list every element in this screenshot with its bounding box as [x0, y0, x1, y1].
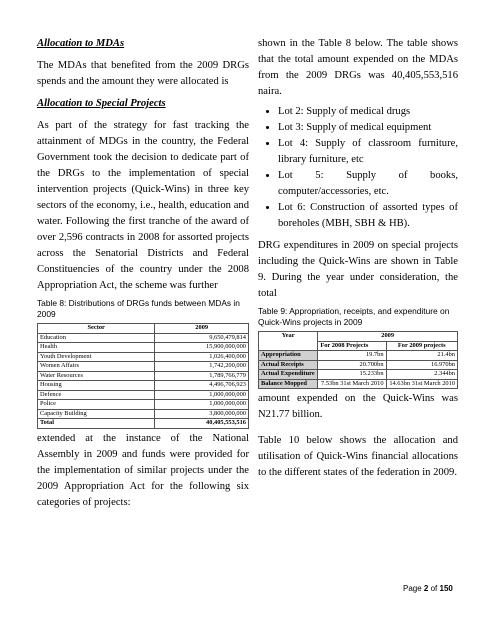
table8-total-label: Total — [38, 419, 155, 429]
page-of: of — [430, 584, 438, 593]
paragraph-table8-reference: shown in the Table 8 below. The table shows that the total amount expended on the MDAs from the 2009 DRGs was 40,405,553,516 naira. — [258, 38, 458, 97]
project-lots-list — [258, 104, 458, 232]
table-row — [38, 343, 249, 353]
table8-amount-cell: 4,496,706,923 — [155, 381, 249, 391]
table8-sector-cell: Water Resources — [38, 371, 155, 381]
table9-row-label: Balance Mopped — [259, 379, 318, 389]
table8-sector-cell: Education — [38, 333, 155, 343]
table-row — [38, 333, 249, 343]
table-row — [259, 360, 458, 370]
table9-row-label: Actual Receipts — [259, 360, 318, 370]
table9-subheader-2008-projects: For 2008 Projects — [318, 341, 386, 351]
table9-value-cell: 7.53bn 31st March 2010 — [318, 379, 386, 389]
table8-sector-cell: Capacity Building — [38, 409, 155, 419]
table8-total-row — [38, 419, 249, 429]
paragraph-quick-wins-extension: extended at the instance of the National Assembly in 2009 and funds were provided for the implementation of similar projects under the 2009 Appropriation Act for the following six categories of projects: — [37, 432, 249, 508]
table8-amount-cell: 3,800,000,000 — [155, 409, 249, 419]
table-row — [38, 362, 249, 372]
paragraph-quick-wins-total: amount expended on the Quick-Wins was N21.77 billion. — [258, 393, 458, 420]
table9-value-cell: 16.970bn — [386, 360, 457, 370]
table8-drg-distribution — [37, 323, 249, 429]
table9-header-2009: 2009 — [318, 332, 458, 342]
page-total: 150 — [439, 584, 453, 593]
table8-amount-cell: 1,000,000,000 — [155, 390, 249, 400]
left-column — [37, 36, 249, 511]
table8-amount-cell: 1,000,000,000 — [155, 400, 249, 410]
list-item: • Lot 6: Construction of assorted types of boreholes (MBH, SBH & HB). — [278, 200, 458, 232]
table8-sector-cell: Housing — [38, 381, 155, 391]
table9-value-cell: 14.63bn 31st March 2010 — [386, 379, 457, 389]
heading-allocation-to-mdas: Allocation to MDAs — [37, 38, 125, 49]
table8-sector-cell: Youth Development — [38, 352, 155, 362]
heading-allocation-to-special-projects: Allocation to Special Projects — [37, 98, 166, 109]
paragraph-table10-reference: Table 10 below shows the allocation and utilisation of Quick-Wins financial allocations to the different states of the federation in 2009. — [258, 435, 458, 478]
table8-sector-cell: Women Affairs — [38, 362, 155, 372]
table8-total-amount: 40,405,553,516 — [155, 419, 249, 429]
table-row — [38, 352, 249, 362]
table9-subheader-2009-projects: For 2009 projects — [386, 341, 457, 351]
page-word: Page — [403, 584, 422, 593]
table8-amount-cell: 1,789,766,779 — [155, 371, 249, 381]
table9-value-cell: 20.700bn — [318, 360, 386, 370]
table9-value-cell: 19.7bn — [318, 351, 386, 361]
page-current: 2 — [423, 584, 429, 593]
table8-amount-cell: 9,650,479,814 — [155, 333, 249, 343]
page-number — [403, 584, 453, 593]
table9-value-cell: 2.344bn — [386, 370, 457, 380]
table9-header-year: Year — [259, 332, 318, 351]
right-column — [258, 36, 458, 481]
list-item: • Lot 2: Supply of medical drugs — [278, 104, 458, 120]
paragraph-mdas-intro: The MDAs that benefited from the 2009 DRGs spends and the amount they were allocated is — [37, 60, 249, 87]
table-row — [38, 381, 249, 391]
table-row — [259, 370, 458, 380]
table9-caption: Table 9: Appropriation, receipts, and expenditure on Quick-Wins projects in 2009 — [258, 306, 450, 327]
table8-sector-cell: Health — [38, 343, 155, 353]
table8-header-sector: Sector — [38, 324, 155, 334]
table-row — [38, 400, 249, 410]
table8-sector-cell: Police — [38, 400, 155, 410]
table9-row-label: Actual Expenditure — [259, 370, 318, 380]
table8-sector-cell: Defence — [38, 390, 155, 400]
paragraph-special-projects: As part of the strategy for fast tracking the attainment of MDGs in the country, the Federal Government took the decision to dedicate part of the DRGs to the implementation of special intervention projects (Quick-Wins) in three key sectors of the economy, i.e., health, education and water. Following the first tranche of the award of over 2,596 contracts in 2008 for assorted projects across the Senatorial Districts and Federal Constituencies of the country under the 2008 Appropriation Act, the scheme was further — [37, 120, 249, 291]
list-item: • Lot 5: Supply of books, computer/accessories, etc. — [278, 168, 458, 200]
table9-quick-wins — [258, 331, 458, 389]
list-item: • Lot 4: Supply of classroom furniture, library furniture, etc — [278, 136, 458, 168]
table-row — [38, 371, 249, 381]
paragraph-drg-expenditures: DRG expenditures in 2009 on special projects including the Quick-Wins are shown in Table 9. During the year under consideration, the total — [258, 240, 458, 299]
table9-value-cell: 21.4bn — [386, 351, 457, 361]
table-row — [38, 390, 249, 400]
table9-value-cell: 15.233bn — [318, 370, 386, 380]
table8-caption: Table 8: Distributions of DRGs funds between MDAs in 2009 — [37, 298, 240, 319]
table8-header-year: 2009 — [155, 324, 249, 334]
table9-row-label: Appropriation — [259, 351, 318, 361]
table8-amount-cell: 15,900,000,000 — [155, 343, 249, 353]
list-item: • Lot 3: Supply of medical equipment — [278, 120, 458, 136]
table-row — [259, 379, 458, 389]
table-row — [259, 351, 458, 361]
table8-amount-cell: 1,742,200,000 — [155, 362, 249, 372]
table8-amount-cell: 1,026,400,000 — [155, 352, 249, 362]
table-row — [38, 409, 249, 419]
